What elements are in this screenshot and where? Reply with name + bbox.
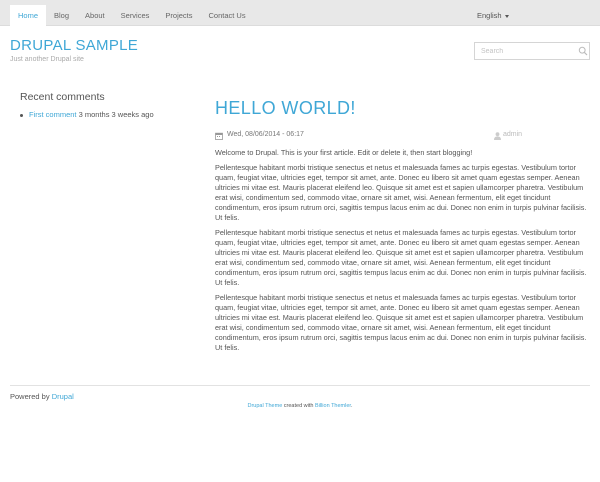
caret-down-icon <box>505 15 509 18</box>
search-form <box>474 42 590 60</box>
main-nav <box>10 5 254 26</box>
article-paragraph: Pellentesque habitant morbi tristique senectus et netus et malesuada fames ac turpis egestas. Vestibulum tortor quam, feugiat vitae, ultricies eget, tempor sit amet, ante. Donec eu libero sit amet quam egestas semper. Aenean ultricies mi vitae est. Mauris placerat eleifend leo. Quisque sit amet est et sapien ullamcorper pharetra. Vestibulum erat wisi, condimentum sed, commodo vitae, ornare sit amet, wisi. Aenean fermentum, elit eget tincidunt condimentum, eros ipsum rutrum orci, sagittis tempus lacus enim ac dui. Donec non enim in turpis pulvinar facilisis. Ut felis. <box>215 227 587 288</box>
powered-by <box>10 392 74 401</box>
article-date: Wed, 08/06/2014 - 06:17 <box>227 131 304 138</box>
nav-item-about[interactable]: About <box>85 11 105 20</box>
site-name[interactable]: DRUPAL SAMPLE <box>10 37 139 54</box>
article-author[interactable]: admin <box>503 131 523 138</box>
nav-item-projects[interactable]: Projects <box>165 11 193 20</box>
drupal-theme-link[interactable]: Drupal Theme <box>247 403 283 409</box>
article-meta <box>215 131 590 141</box>
language-label: English <box>477 11 502 20</box>
list-bullet <box>20 114 23 117</box>
article-paragraph: Pellentesque habitant morbi tristique senectus et netus et malesuada fames ac turpis egestas. Vestibulum tortor quam, feugiat vitae, ultricies eget, tempor sit amet, ante. Donec eu libero sit amet quam egestas semper. Aenean ultricies mi vitae est. Mauris placerat eleifend leo. Quisque sit amet est et sapien ullamcorper pharetra. Vestibulum erat wisi, condimentum sed, commodo vitae, ornare sit amet, wisi. Aenean fermentum, elit eget tincidunt condimentum, eros ipsum rutrum orci, sagittis tempus lacus enim ac dui. Donec non enim in turpis pulvinar facilisis. Ut felis. <box>215 292 587 353</box>
nav-item-contact-us[interactable]: Contact Us <box>208 11 246 20</box>
user-icon <box>494 132 501 140</box>
created-with-label: created with <box>283 403 314 409</box>
drupal-link[interactable]: Drupal <box>51 392 74 401</box>
top-navbar <box>0 0 600 26</box>
article-body <box>215 148 590 358</box>
nav-item-home[interactable]: Home <box>10 5 46 26</box>
search-input[interactable] <box>475 43 575 59</box>
calendar-icon <box>215 132 223 140</box>
footer-divider <box>10 385 590 386</box>
article-paragraph: Pellentesque habitant morbi tristique senectus et netus et malesuada fames ac turpis egestas. Vestibulum tortor quam, feugiat vitae, ultricies eget, tempor sit amet, ante. Donec eu libero sit amet quam egestas semper. Aenean ultricies mi vitae est. Mauris placerat eleifend leo. Quisque sit amet est et sapien ullamcorper pharetra. Vestibulum erat wisi, condimentum sed, commodo vitae, ornare sit amet, wisi. Aenean fermentum, elit eget tincidunt condimentum, eros ipsum rutrum orci, sagittis tempus lacus enim ac dui. Donec non enim in turpis pulvinar facilisis. Ut felis. <box>215 162 587 223</box>
article-paragraph: Welcome to Drupal. This is your first article. Edit or delete it, then start blogging! <box>215 148 473 157</box>
search-icon[interactable] <box>578 46 588 56</box>
powered-by-label: Powered by <box>10 392 50 401</box>
site-slogan: Just another Drupal site <box>10 56 84 63</box>
credit-period: . <box>350 403 353 409</box>
nav-item-services[interactable]: Services <box>120 11 150 20</box>
recent-comment-item <box>20 110 154 119</box>
language-dropdown[interactable] <box>477 5 509 26</box>
billion-themler-link[interactable]: Billion Themler <box>314 403 351 409</box>
recent-comments-title: Recent comments <box>20 91 105 103</box>
theme-credit <box>0 403 600 409</box>
nav-item-blog[interactable]: Blog <box>54 11 70 20</box>
recent-comment-time: 3 months 3 weeks ago <box>78 110 154 119</box>
recent-comment-link[interactable]: First comment <box>29 110 77 119</box>
article-title[interactable]: HELLO WORLD! <box>215 98 356 118</box>
